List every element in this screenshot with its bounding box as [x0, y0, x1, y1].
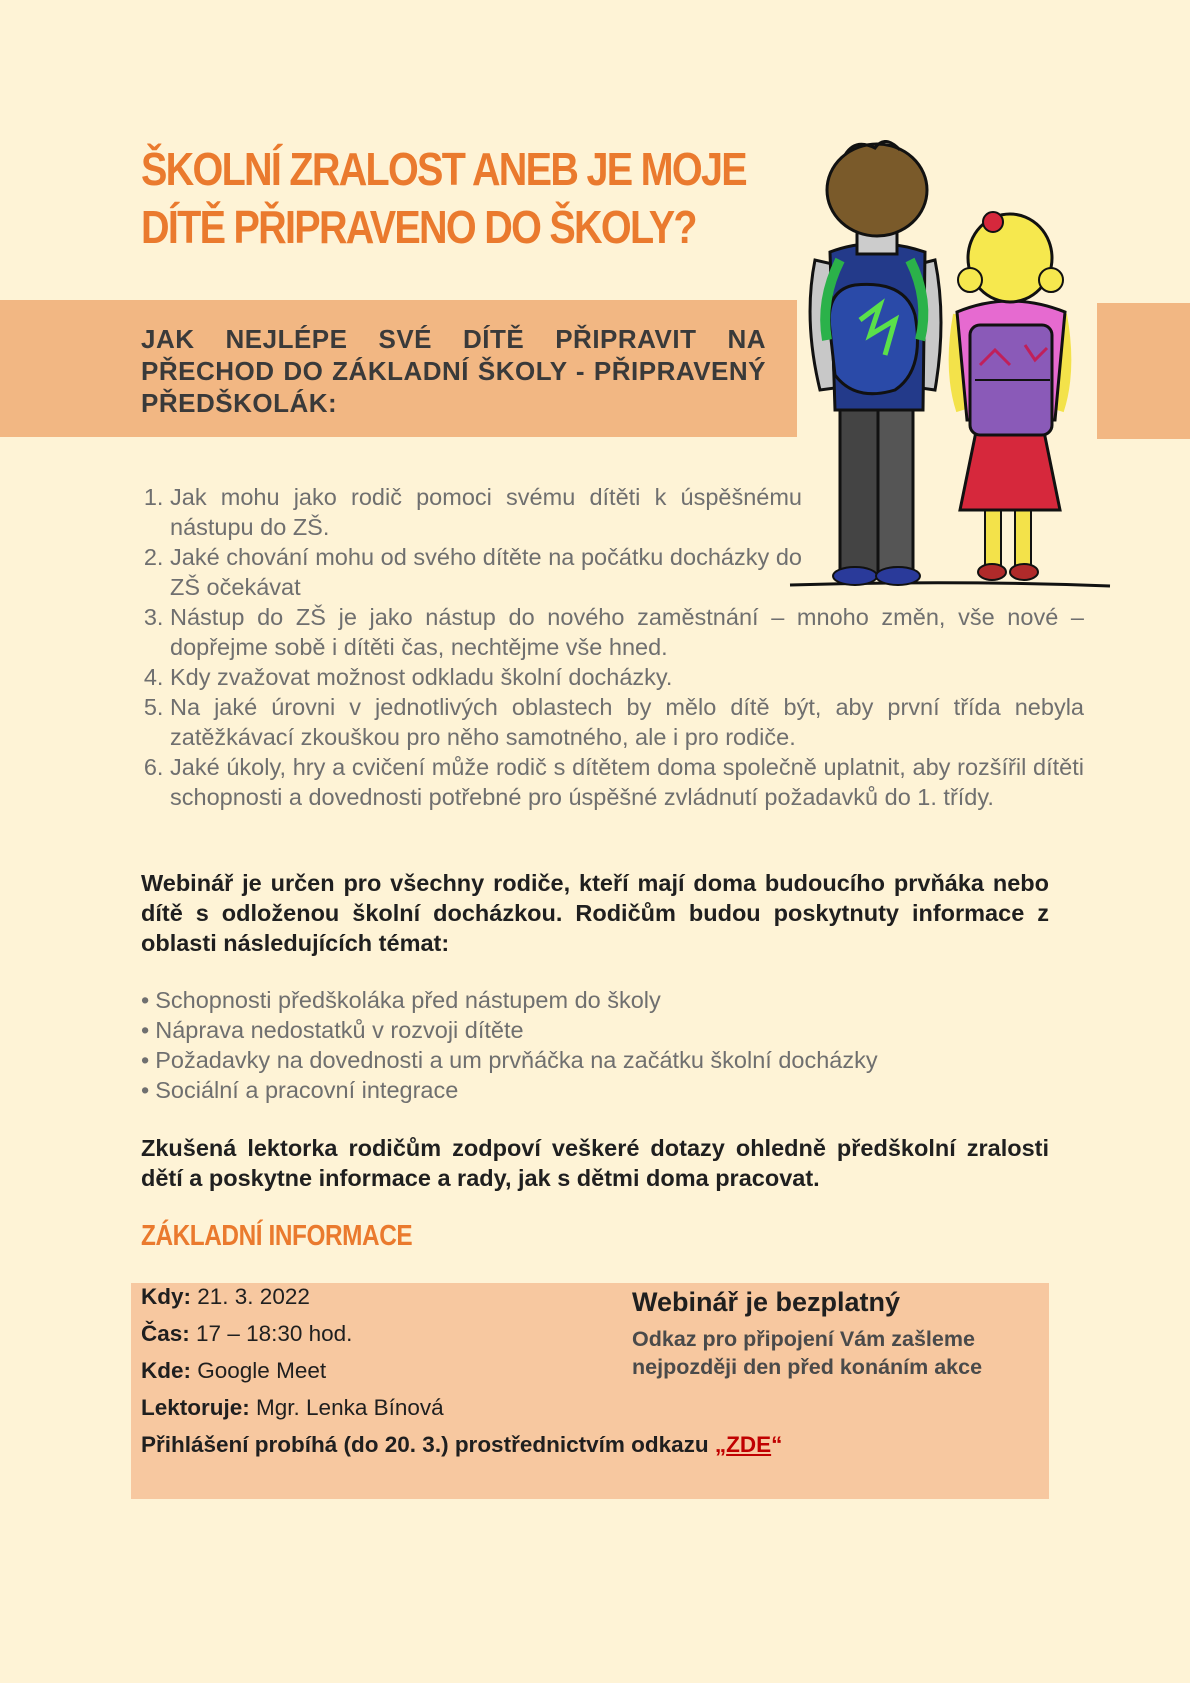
question-item: 3. Nástup do ZŠ je jako nástup do nového zaměstnání – mnoho změn, vše nové – dopřejme sobě i dítěti čas, nechtějme vše hned.: [170, 602, 1084, 662]
closing-paragraph: Zkušená lektorka rodičům zodpoví veškeré dotazy ohledně předškolní zralosti dětí a poskytne informace a rady, jak s dětmi doma pracovat.: [141, 1135, 1049, 1191]
question-item: 5. Na jaké úrovni v jednotlivých oblastech by mělo dítě být, aby první třída nebyla zatěžkávací zkouškou pro něho samotného, ale i pro rodiče.: [170, 692, 1084, 752]
registration-link[interactable]: ZDE: [726, 1432, 772, 1457]
when-label: Kdy:: [141, 1284, 191, 1309]
topic-item: [141, 1075, 1041, 1105]
info-box: [131, 1283, 1049, 1499]
lecturer-value: Mgr. Lenka Bínová: [256, 1395, 444, 1420]
quote-close: “: [771, 1432, 783, 1457]
topic-text: Sociální a pracovní integrace: [155, 1077, 459, 1103]
topic-item: [141, 1045, 1041, 1075]
bullet-icon: •: [141, 987, 150, 1013]
topic-text: Schopnosti předškoláka před nástupem do školy: [155, 987, 661, 1013]
time-value: 17 – 18:30 hod.: [196, 1321, 353, 1346]
info-where: [141, 1357, 326, 1385]
question-item: 4. Kdy zvažovat možnost odkladu školní docházky.: [170, 662, 1084, 692]
info-heading: ZÁKLADNÍ INFORMACE: [141, 1220, 413, 1252]
intro-paragraph: Webinář je určen pro všechny rodiče, kteří mají doma budoucího prvňáka nebo dítě s odloženou školní docházkou. Rodičům budou poskytnuty informace z oblasti následujících témat:: [141, 870, 1049, 956]
link-note: Odkaz pro připojení Vám zašleme nejpozději den před konáním akce: [632, 1327, 983, 1379]
bullet-icon: •: [141, 1077, 150, 1103]
free-badge: Webinář je bezplatný: [632, 1287, 901, 1317]
when-value: 21. 3. 2022: [197, 1284, 310, 1309]
lecturer-label: Lektoruje:: [141, 1395, 250, 1420]
quote-open: „: [714, 1432, 727, 1457]
topic-item: [141, 985, 1041, 1015]
page-title: [141, 140, 812, 256]
where-label: Kde:: [141, 1358, 191, 1383]
registration-text: Přihlášení probíhá (do 20. 3.) prostřednictvím odkazu: [141, 1432, 715, 1457]
topic-item: [141, 1015, 1041, 1045]
time-label: Čas:: [141, 1321, 190, 1346]
registration-line: [141, 1431, 782, 1459]
where-value: Google Meet: [197, 1358, 327, 1383]
info-time: [141, 1320, 352, 1348]
title-line-1: ŠKOLNÍ ZRALOST ANEB JE MOJE: [141, 143, 746, 195]
title-line-2: DÍTĚ PŘIPRAVENO DO ŠKOLY?: [141, 201, 696, 253]
question-item: 1. Jak mohu jako rodič pomoci svému dítěti k úspěšnému nástupu do ZŠ.: [170, 482, 802, 542]
topic-list: [141, 985, 1041, 1105]
question-list: [135, 482, 1084, 812]
info-when: [141, 1283, 310, 1311]
bullet-icon: •: [141, 1047, 150, 1073]
question-item: 2. Jaké chování mohu od svého dítěte na počátku docházky do ZŠ očekávat: [170, 542, 802, 602]
info-lecturer: [141, 1394, 444, 1422]
question-item: 6. Jaké úkoly, hry a cvičení může rodič s dítětem doma společně uplatnit, aby rozšířil dítěti schopnosti a dovednosti potřebné pro úspěšné zvládnutí požadavků do 1. třídy.: [170, 752, 1084, 812]
topic-text: Náprava nedostatků v rozvoji dítěte: [155, 1017, 524, 1043]
bullet-icon: •: [141, 1017, 150, 1043]
topic-text: Požadavky na dovednosti a um prvňáčka na začátku školní docházky: [155, 1047, 878, 1073]
subtitle-band-text: JAK NEJLÉPE SVÉ DÍTĚ PŘIPRAVIT NA PŘECHOD DO ZÁKLADNÍ ŠKOLY - PŘIPRAVENÝ PŘEDŠKOLÁK:: [141, 324, 766, 418]
